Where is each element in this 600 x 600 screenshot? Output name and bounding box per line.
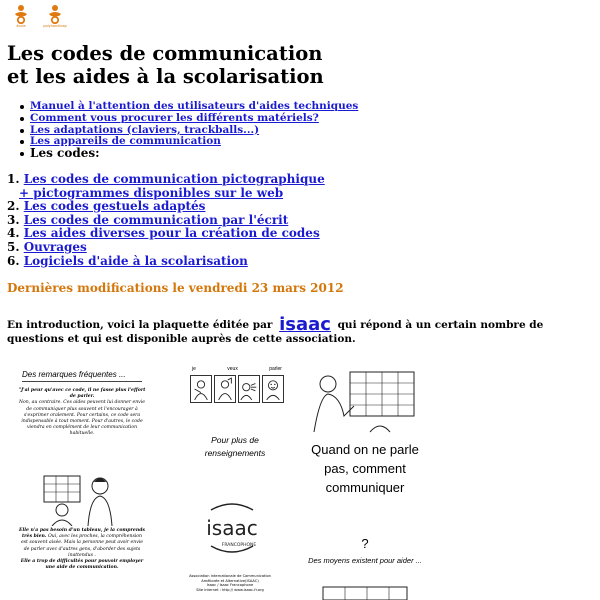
code-number: 6.	[7, 253, 20, 268]
intro-text-before: En introduction, voici la plaquette éditée par	[7, 318, 273, 331]
brochure-remarques-title: Des remarques fréquentes ...	[22, 370, 126, 379]
page-title	[7, 42, 324, 88]
resource-links-list	[30, 101, 358, 161]
cover-bottom-drawing-icon	[315, 585, 415, 600]
brochure-panel-info	[170, 362, 290, 600]
list-item	[7, 255, 325, 269]
link-ouvrages[interactable]: Ouvrages	[23, 239, 87, 254]
link-pictogrammes-web[interactable]: + pictogrammes disponibles sur le web	[19, 185, 284, 200]
svg-text:isaac: isaac	[206, 516, 258, 540]
link-appareils[interactable]: Les appareils de communication	[30, 135, 221, 148]
pictogram-veux-icon	[214, 375, 236, 403]
link-manuel[interactable]: Manuel à l'attention des utilisateurs d'aides techniques	[30, 100, 359, 112]
link-codes-pictographiques[interactable]: Les codes de communication pictographique	[23, 172, 325, 186]
link-adaptations[interactable]: Les adaptations (claviers, trackballs...)	[30, 123, 260, 136]
code-number: 4.	[7, 226, 20, 241]
list-item	[7, 227, 325, 241]
isaac-francophone-logo	[197, 502, 267, 560]
link-isaac[interactable]: isaac	[279, 313, 331, 335]
code-number: 2.	[7, 199, 20, 214]
link-aides-creation[interactable]: Les aides diverses pour la création de codes	[23, 226, 320, 241]
children-drawing-icon	[40, 470, 120, 526]
pictogram-labels	[192, 366, 282, 372]
brochure-cover-footer: Des moyens existent pour aider ...	[308, 556, 422, 565]
link-procurer-materiels[interactable]: Comment vous procurer les différents matériels?	[30, 111, 319, 124]
header-logos	[10, 4, 66, 28]
brochure-cover-title: Quand on ne parle pas, comment communiquer	[311, 442, 419, 495]
pictogram-label: veux	[227, 366, 238, 372]
list-item	[7, 187, 325, 201]
pictogram-parler-icon	[238, 375, 260, 403]
code-number: 5.	[7, 239, 20, 254]
logo-figure-icon	[12, 4, 30, 24]
codes-list	[7, 173, 325, 268]
intro-text-after: qui répond à un certain nombre de questions et qui est disponible auprès de cette association.	[7, 318, 544, 345]
pictogram-label: parler	[269, 366, 282, 372]
pictogram-je-icon	[190, 375, 212, 403]
brochure-remarques-text2: Elle n'a pas besoin d'un tableau, je la comprends très bien. Oui, avec les proches, la compréhension est souvent aisée. Mais la personne peut avoir envie de parler avec d'autres gens, d'aborder des sujets inattendus . Elle a trop de difficultés pour pouvoir employer une aide de communication.	[19, 528, 145, 571]
pictogram-label: je	[192, 366, 196, 372]
brochure-cover-question: ?	[361, 536, 369, 551]
logo-ecole[interactable]: école	[10, 4, 32, 28]
link-codes-ecrit[interactable]: Les codes de communication par l'écrit	[23, 212, 289, 227]
link-codes-gestuels[interactable]: Les codes gestuels adaptés	[23, 199, 206, 214]
page-title-line1: Les codes de communication	[7, 42, 323, 65]
brochure-panel-remarques	[10, 362, 150, 600]
list-item	[7, 173, 325, 187]
pictogram-extra-icon	[262, 375, 284, 403]
brochure-info-text: Pour plus de renseignements	[204, 435, 266, 458]
list-item	[7, 214, 325, 228]
brochure-info-footer: Association Internationale de Communication Améliorée et Alternative(ISAAC) Isaac / Isaac Francophone Site internet : http:// www.isaac-fr.org	[189, 574, 271, 592]
code-number: 3.	[7, 212, 20, 227]
list-item	[30, 148, 358, 161]
communication-board-drawing-icon	[310, 366, 420, 436]
divider	[22, 381, 142, 382]
pictogram-cards	[190, 375, 284, 403]
codes-label: Les codes:	[30, 146, 100, 161]
logo-polyhandicap[interactable]: polyhandicap	[44, 4, 66, 28]
intro-paragraph	[7, 313, 593, 346]
isaac-brochure-image[interactable]	[10, 362, 590, 600]
logo-figure-icon	[46, 4, 64, 24]
isaac-logo-icon	[197, 502, 267, 556]
brochure-panel-cover	[305, 362, 440, 600]
code-number: 1.	[7, 172, 20, 186]
brochure-remarques-text: "J'ai peur qu'avec ce code, il ne fasse plus l'effort de parler. Non, au contraire. Ces aides peuvent lui donner envie de communiquer plus souvent et l'encourager à s'exprimer oralement. Pour certains, ce code sera indispensable à tout moment. Pour d'autres, le code viendra en complément de leur communication habituelle.	[18, 388, 146, 437]
svg-text:FRANCOPHONE: FRANCOPHONE	[221, 543, 257, 548]
last-updated: Dernières modifications le vendredi 23 mars 2012	[7, 281, 344, 295]
link-logiciels[interactable]: Logiciels d'aide à la scolarisation	[23, 253, 248, 268]
page-title-line2: et les aides à la scolarisation	[7, 65, 324, 88]
list-item	[7, 241, 325, 255]
list-item	[7, 200, 325, 214]
